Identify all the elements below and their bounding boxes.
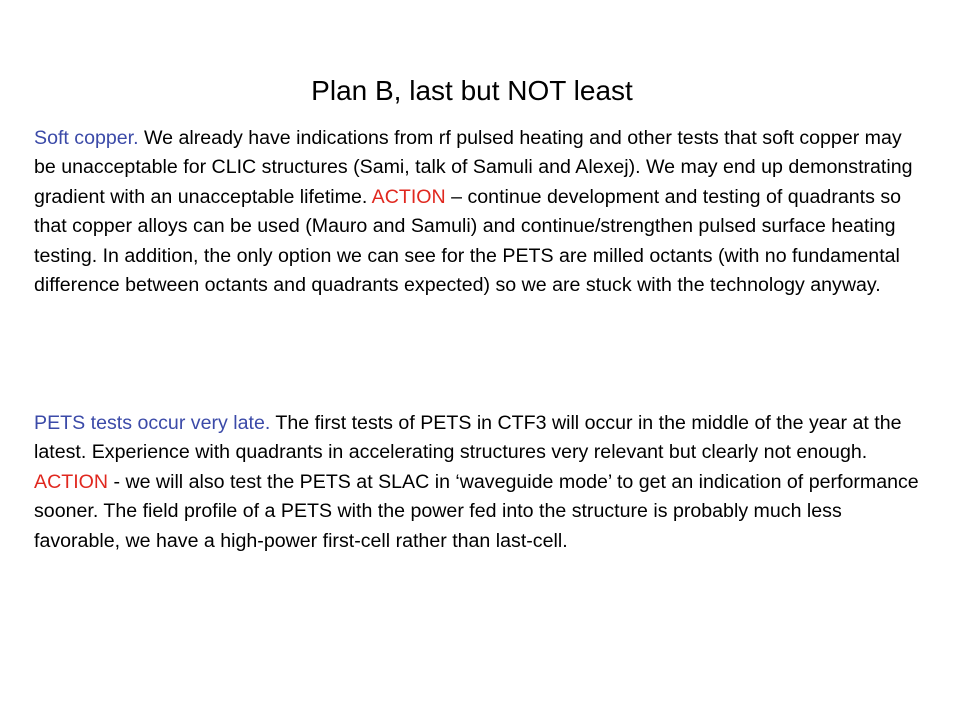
paragraph-pets-tests xyxy=(34,409,920,556)
paragraph-heading: PETS tests occur very late. xyxy=(34,412,271,434)
slide-title: Plan B, last but NOT least xyxy=(311,75,633,106)
paragraph-body: The first tests of PETS in CTF3 will occur in the middle of the year at the latest. Experience with quadrants in accelerating structures very relevant but clearly not enough. xyxy=(34,412,902,464)
action-label: ACTION xyxy=(371,185,446,208)
paragraph-soft-copper xyxy=(34,124,920,300)
paragraph-body: – continue development and testing of quadrants so that copper alloys can be used (Mauro and Samuli) and continue/strengthen pulsed surface heating testing. In addition, the only option we can see for the PETS are milled octants (with no fundamental difference between octants and quadrants expected) so we are stuck with the technology anyway. xyxy=(34,185,902,297)
paragraph-heading: Soft copper. xyxy=(34,127,139,149)
paragraph-body: We already have indications from rf pulsed heating and other tests that soft copper may be unacceptable for CLIC structures (Sami, talk of Samuli and Alexej). We may end up demonstrating gradient with an unacceptable lifetime. xyxy=(34,127,913,208)
paragraph-body: - we will also test the PETS at SLAC in ‘waveguide mode’ to get an indication of performance sooner. The field profile of a PETS with the power fed into the structure is probably much less favorable, we have a high-power first-cell rather than last-cell. xyxy=(34,470,919,552)
action-label: ACTION xyxy=(34,470,109,493)
